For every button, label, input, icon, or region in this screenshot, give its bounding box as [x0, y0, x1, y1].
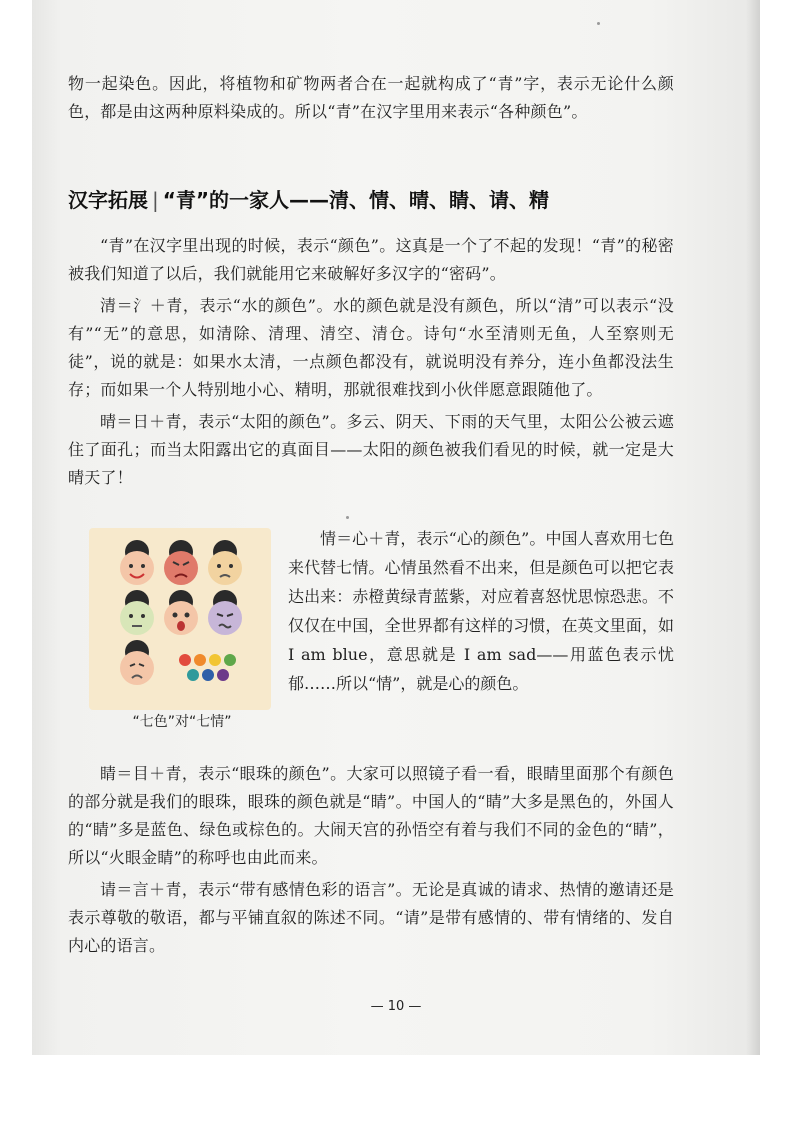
- face-sad: [120, 640, 154, 685]
- section-heading: [68, 186, 688, 214]
- color-dot: [187, 669, 199, 681]
- color-dot: [217, 669, 229, 681]
- color-dots: [179, 654, 236, 681]
- paper-speck: [346, 516, 349, 519]
- paragraph-qing-speech: 请＝言＋青，表示“带有感情色彩的语言”。无论是真诚的请求、热情的邀请还是表示尊敬的敬语，都与平铺直叙的陈述不同。“请”是带有感情的、带有情绪的、发自内心的语言。: [68, 880, 674, 955]
- face-thoughtful: [120, 590, 154, 635]
- figure-caption: “七色”对“七情”: [132, 714, 232, 730]
- color-dot: [179, 654, 191, 666]
- page-number: — 10 —: [370, 999, 422, 1014]
- color-dot: [224, 654, 236, 666]
- heading-divider: |: [152, 188, 159, 212]
- page-edge-shadow: [746, 0, 760, 1055]
- face-surprised: [164, 590, 198, 635]
- faces-illustration-svg: [89, 528, 271, 710]
- face-happy: [120, 540, 154, 585]
- paragraph-jing-eye: 睛＝目＋青，表示“眼珠的颜色”。大家可以照镜子看一看，眼睛里面那个有颜色的部分就是我们的眼珠，眼珠的颜色就是“睛”。中国人的“睛”大多是黑色的，外国人的“睛”多是蓝色、绿色或棕色的。大闹天宫的孙悟空有着与我们不同的金色的“睛”，所以“火眼金睛”的称呼也由此而来。: [68, 764, 674, 867]
- face-angry: [164, 540, 198, 585]
- face-worried: [208, 540, 242, 585]
- paragraph-intro-qing: “青”在汉字里出现的时候，表示“颜色”。这真是一个了不起的发现！“青”的秘密被我们知道了以后，我们就能用它来破解好多汉字的“密码”。: [68, 236, 674, 283]
- color-dot: [202, 669, 214, 681]
- color-dot: [209, 654, 221, 666]
- color-dot: [194, 654, 206, 666]
- face-afraid: [208, 590, 242, 635]
- paragraph-qing-sun: 晴＝日＋青，表示“太阳的颜色”。多云、阴天、下雨的天气里，太阳公公被云遮住了面孔；而当太阳露出它的真面目——太阳的颜色被我们看见的时候，就一定是大晴天了！: [68, 412, 674, 487]
- paragraph-qing-water: 清＝氵＋青，表示“水的颜色”。水的颜色就是没有颜色，所以“清”可以表示“没有”“无”的意思，如清除、清理、清空、清仓。诗句“水至清则无鱼，人至察则无徒”，说的就是：如果水太清，一点颜色都没有，就说明没有养分，连小鱼都没法生存；而如果一个人特别地小心、精明，那就很难找到小伙伴愿意跟随他了。: [68, 296, 674, 399]
- heading-title: “青”的一家人——清、情、晴、睛、请、精: [162, 188, 550, 212]
- paper-speck: [597, 22, 600, 25]
- seven-emotions-illustration: [89, 528, 271, 710]
- intro-paragraph: 物一起染色。因此，将植物和矿物两者合在一起就构成了“青”字，表示无论什么颜色，都是由这两种原料染成的。所以“青”在汉字里用来表示“各种颜色”。: [68, 74, 674, 121]
- paragraph-qing-heart: 情＝心＋青，表示“心的颜色”。中国人喜欢用七色来代替七情。心情虽然看不出来，但是颜色可以把它表达出来：赤橙黄绿青蓝紫，对应着喜怒忧思惊恐悲。不仅仅在中国，全世界都有这样的习惯，在英文里面，如 I am blue，意思就是 I am sad——用蓝色表示忧郁……所以“情”，就是心的颜色。: [288, 529, 674, 693]
- heading-label: 汉字拓展: [68, 188, 148, 212]
